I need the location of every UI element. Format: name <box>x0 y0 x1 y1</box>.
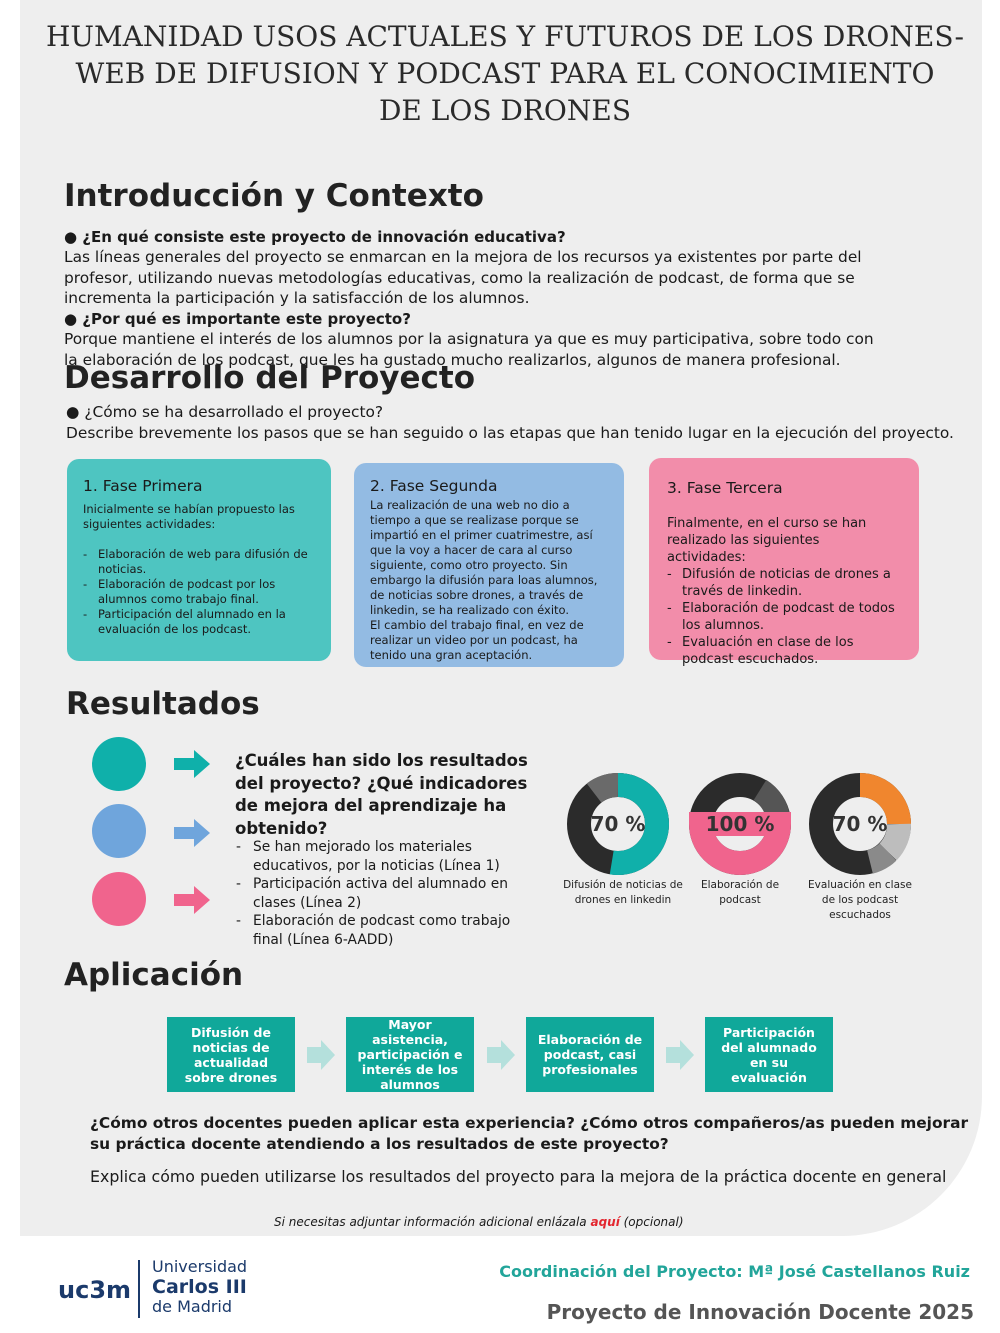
resultados-heading: Resultados <box>66 686 260 722</box>
logo-line: de Madrid <box>152 1297 233 1316</box>
caption-line: de los podcast <box>821 894 899 906</box>
desarrollo-heading: Desarrollo del Proyecto <box>64 360 476 396</box>
note-text: Si necesitas adjuntar información adicional enlázala <box>274 1215 591 1229</box>
donut-caption <box>678 878 802 908</box>
poster-title <box>40 18 970 129</box>
intro-heading: Introducción y Contexto <box>64 178 484 214</box>
proyecto-innovacion-text: Proyecto de Innovación Docente 2025 <box>546 1300 974 1324</box>
donut-slice <box>594 785 618 793</box>
list-item: - Elaboración de web para difusión de noticias. <box>83 547 317 577</box>
list-item: - Elaboración de podcast por los alumnos como trabajo final. <box>83 577 317 607</box>
fase-segunda-title: 2. Fase Segunda <box>370 477 498 495</box>
fase-tercera-list <box>667 566 901 668</box>
fase-primera-card <box>67 459 331 661</box>
fase-primera-list <box>83 547 317 637</box>
title-line-3: DE LOS DRONES <box>378 94 632 127</box>
intro-answer-1-line: profesor, utilizando nuevas metodologías educativas, como la realización de podcast, de forma que se <box>64 268 855 287</box>
caption-line: drones en linkedin <box>574 894 672 906</box>
aplicacion-step-1: Difusión de noticias de actualidad sobre drones <box>167 1017 295 1092</box>
logo-divider <box>138 1260 140 1318</box>
logo-uc3m-text: uc3m <box>58 1276 132 1304</box>
list-item: - Difusión de noticias de drones a través de linkedin. <box>667 566 901 600</box>
fase-primera-title: 1. Fase Primera <box>83 477 203 495</box>
result-circle-pink <box>92 872 146 926</box>
intro-answer-1 <box>64 247 964 309</box>
list-item: - Se han mejorado los materiales educativos, por la noticias (Línea 1) <box>236 838 536 875</box>
arrow-right-icon <box>174 819 210 847</box>
desarrollo-description: Describe brevemente los pasos que se han seguido o las etapas que han tenido lugar en la ejecución del proyecto. <box>66 424 954 442</box>
list-item: - Elaboración de podcast como trabajo final (Línea 6-AADD) <box>236 912 536 949</box>
intro-question-2: ● ¿Por qué es importante este proyecto? <box>64 310 411 328</box>
fase-tercera-intro: Finalmente, en el curso se han realizado las siguientes actividades: <box>667 516 867 565</box>
chevron-right-icon <box>666 1040 694 1070</box>
logo-line: Carlos III <box>152 1276 247 1298</box>
list-item: - Elaboración de podcast de todos los alumnos. <box>667 600 901 634</box>
donut-percentage: 100 % <box>705 812 775 836</box>
chevron-right-icon <box>307 1040 335 1070</box>
donut-caption <box>798 878 922 923</box>
intro-answer-2-line: la elaboración de los podcast, que les ha gustado mucho realizarlos, algunos de manera profesional. <box>64 350 841 369</box>
caption-line: escuchados <box>829 909 891 921</box>
donut-percentage: 70 % <box>590 812 646 836</box>
result-circle-teal <box>92 737 146 791</box>
logo-university-name <box>152 1258 272 1316</box>
list-item: - Evaluación en clase de los podcast escuchados. <box>667 634 901 668</box>
aplicacion-question: ¿Cómo otros docentes pueden aplicar esta experiencia? ¿Cómo otros compañeros/as pueden mejorar su práctica docente atendiendo a los resultados de este proyecto? <box>90 1114 969 1153</box>
aplicacion-heading: Aplicación <box>64 957 244 993</box>
caption-line: Evaluación en clase <box>808 879 912 891</box>
arrow-right-icon <box>174 886 210 914</box>
aplicacion-step-4: Participación del alumnado en su evaluación <box>705 1017 833 1092</box>
coordinacion-text: Coordinación del Proyecto: Mª José Castellanos Ruiz <box>499 1262 970 1281</box>
note-text: (opcional) <box>619 1215 684 1229</box>
caption-line: Elaboración de <box>700 879 780 891</box>
additional-info-link[interactable]: aquí <box>590 1215 620 1229</box>
intro-answer-1-line: incrementa la participación y la satisfacción de los alumnos. <box>64 289 530 307</box>
title-line-2: WEB DE DIFUSION Y PODCAST PARA EL CONOCIMIENTO <box>75 57 935 90</box>
aplicacion-step-3: Elaboración de podcast, casi profesionales <box>526 1017 654 1092</box>
fase-segunda-card <box>354 463 624 667</box>
logo-line: Universidad <box>152 1257 248 1276</box>
fase-segunda-text-2: El cambio del trabajo final, en vez de realizar un video por un podcast, ha tenido una gran aceptación. <box>370 618 584 662</box>
desarrollo-question: ● ¿Cómo se ha desarrollado el proyecto? <box>66 403 384 421</box>
title-line-1: HUMANIDAD USOS ACTUALES Y FUTUROS DE LOS DRONES- <box>45 20 964 53</box>
result-circle-blue <box>92 804 146 858</box>
intro-answer-2-line: Porque mantiene el interés de los alumnos por la asignatura ya que es muy participativa, sobre todo con <box>64 330 874 348</box>
donut-percentage: 70 % <box>832 812 888 836</box>
intro-answer-1-line: Las líneas generales del proyecto se enmarcan en la mejora de los recursos ya existentes por parte del <box>64 248 862 266</box>
arrow-right-icon <box>174 750 210 778</box>
intro-question-1: ● ¿En qué consiste este proyecto de innovación educativa? <box>64 228 566 246</box>
aplicacion-explain: Explica cómo pueden utilizarse los resultados del proyecto para la mejora de la práctica docente en general <box>90 1167 947 1186</box>
caption-line: Difusión de noticias de <box>563 879 683 891</box>
donut-slice <box>870 852 888 862</box>
donut-caption <box>556 878 690 908</box>
chevron-right-icon <box>487 1040 515 1070</box>
aplicacion-step-2: Mayor asistencia, participación e interés de los alumnos <box>346 1017 474 1092</box>
resultados-list <box>236 838 536 949</box>
fase-segunda-text-1: La realización de una web no dio a tiempo a que se realizase porque se impartió en el primer cuatrimestre, así que la voy a hacer de cara al curso siguiente, como otro proyecto. Sin embargo la difusión para loas alumnos, de noticias sobre drones, a través de linkedin, se ha realizado con éxito. <box>370 498 598 617</box>
fase-primera-intro: Inicialmente se habían propuesto las siguientes actividades: <box>83 502 295 531</box>
additional-info-note <box>274 1215 684 1229</box>
list-item: - Participación activa del alumnado en clases (Línea 2) <box>236 875 536 912</box>
caption-line: podcast <box>719 894 761 906</box>
list-item: - Participación del alumnado en la evaluación de los podcast. <box>83 607 317 637</box>
resultados-question: ¿Cuáles han sido los resultados del proyecto? ¿Qué indicadores de mejora del aprendizaje ha obtenido? <box>235 751 528 838</box>
fase-tercera-card <box>649 458 919 667</box>
fase-tercera-title: 3. Fase Tercera <box>667 479 783 497</box>
